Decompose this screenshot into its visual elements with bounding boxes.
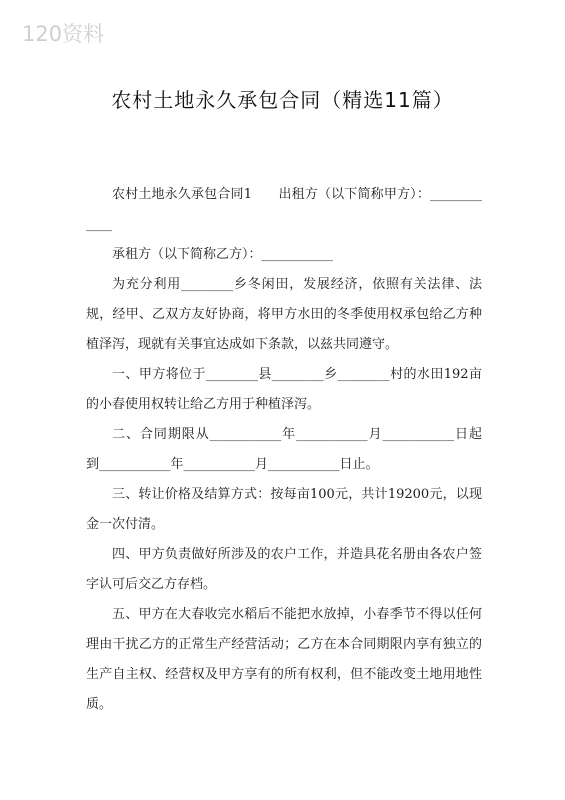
paragraph-clause-3: 三、转让价格及结算方式：按每亩100元，共计19200元，以现金一次付清。	[86, 487, 482, 532]
paragraph-purpose: 为充分利用________乡冬闲田，发展经济，依照有关法律、法规，经甲、乙双方友好协商，将甲方水田的冬季使用权承包给乙方种植泽泻，现就有关事宜达成如下条款，以兹共同遵守。	[86, 277, 482, 352]
paragraph-clause-1: 一、甲方将位于________县________乡________村的水田192亩的小春使用权转让给乙方用于种植泽泻。	[86, 367, 482, 412]
watermark: 120资料	[22, 22, 105, 46]
paragraph-lessee: 承租方（以下简称乙方）：___________	[112, 247, 334, 262]
paragraph-clause-5: 五、甲方在大春收完水稻后不能把水放掉，小春季节不得以任何理由干扰乙方的正常生产经营活动；乙方在本合同期限内享有独立的生产自主权、经营权及甲方享有的所有权利，但不能改变土地用地性质。	[86, 607, 482, 712]
document-body	[86, 180, 482, 720]
document-title: 农村土地永久承包合同（精选11篇）	[111, 88, 454, 112]
paragraph-intro: 农村土地永久承包合同1 出租方（以下简称甲方）：____________	[86, 187, 482, 232]
paragraph-clause-4: 四、甲方负责做好所涉及的农户工作，并造具花名册由各农户签字认可后交乙方存档。	[86, 547, 482, 592]
paragraph-clause-2: 二、合同期限从___________年___________月___________日起到___________年___________月___________日止。	[86, 427, 482, 472]
